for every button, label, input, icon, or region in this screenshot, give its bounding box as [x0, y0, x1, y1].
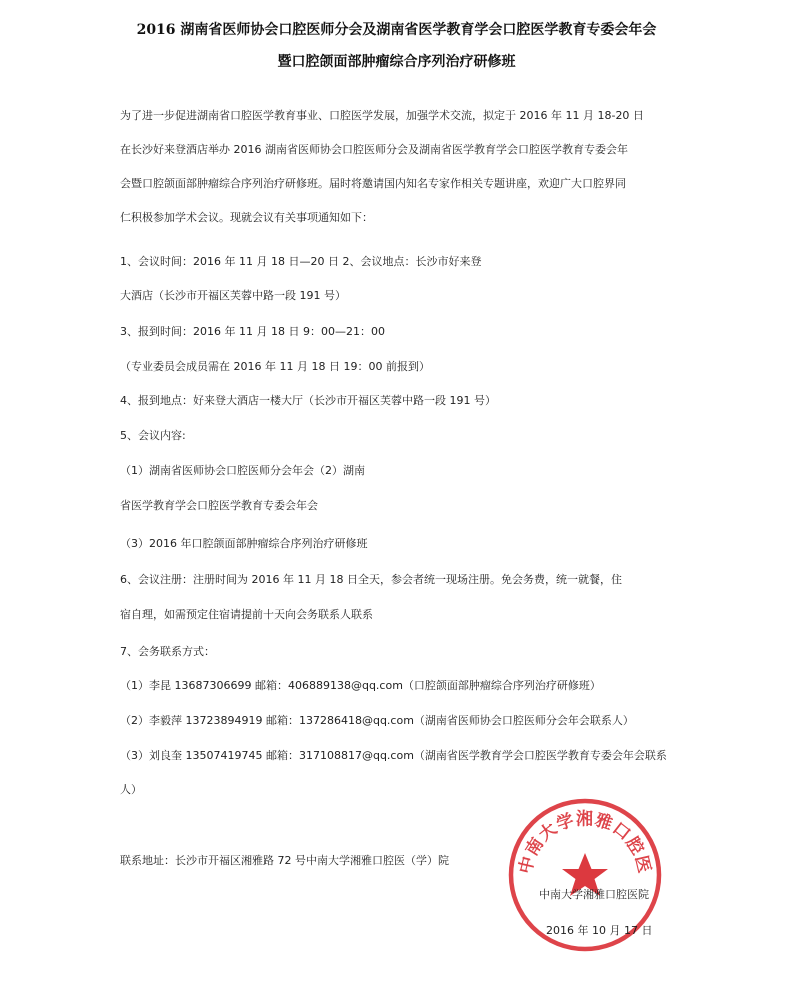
list-item: 7、会务联系方式： — [120, 645, 215, 658]
list-item: （1）湖南省医师协会口腔医师分会年会（2）湖南 — [120, 464, 365, 477]
list-item: 1、会议时间：2016 年 11 月 18 日—20 日 2、会议地点：长沙市好来登 — [120, 255, 482, 268]
list-item: 5、会议内容: — [120, 429, 186, 442]
list-item: 3、报到时间：2016 年 11 月 18 日 9：00—21：00 — [120, 325, 385, 338]
issuer-name: 中南大学湘雅口腔医院 — [539, 888, 649, 901]
list-item: 省医学教育学会口腔医学教育专委会年会 — [120, 499, 318, 512]
paragraph-line: 为了进一步促进湖南省口腔医学教育事业、口腔医学发展，加强学术交流，拟定于 2016 年 11 月 18-20 日 — [120, 109, 644, 122]
paragraph-line: 在长沙好来登酒店举办 2016 湖南省医师协会口腔医师分会及湖南省医学教育学会口腔医学教育专委会年 — [120, 143, 628, 156]
paragraph-line: 会暨口腔颌面部肿瘤综合序列治疗研修班。届时将邀请国内知名专家作相关专题讲座，欢迎广大口腔界同 — [120, 177, 626, 190]
list-item: 6、会议注册：注册时间为 2016 年 11 月 18 日全天，参会者统一现场注册。免会务费，统一就餐，住 — [120, 573, 622, 586]
list-item: 宿自理，如需预定住宿请提前十天向会务联系人联系 — [120, 608, 373, 621]
document-title-line-1: 2016 湖南省医师协会口腔医师分会及湖南省医学教育学会口腔医学教育专委会年会 — [136, 22, 657, 38]
contact-line: （2）李毅萍 13723894919 邮箱：137286418@qq.com（湖南省医师协会口腔医师分会年会联系人） — [120, 714, 634, 727]
issue-date: 2016 年 10 月 17 日 — [546, 924, 653, 937]
list-item: （专业委员会成员需在 2016 年 11 月 18 日 19：00 前报到） — [120, 360, 430, 373]
contact-line: （3）刘良奎 13507419745 邮箱：317108817@qq.com（湖南省医学教育学会口腔医学教育专委会年会联系 — [120, 749, 667, 762]
list-item: 大酒店（长沙市开福区芙蓉中路一段 191 号） — [120, 289, 346, 302]
contact-address: 联系地址：长沙市开福区湘雅路 72 号中南大学湘雅口腔医（学）院 — [120, 854, 449, 867]
document-title-line-2: 暨口腔颌面部肿瘤综合序列治疗研修班 — [277, 54, 516, 70]
list-item: 4、报到地点：好来登大酒店一楼大厅（长沙市开福区芙蓉中路一段 191 号） — [120, 394, 496, 407]
paragraph-line: 仁积极参加学术会议。现就会议有关事项通知如下： — [120, 211, 373, 224]
seal-arc-text: 中南大学湘雅口腔医 — [515, 809, 655, 876]
list-item: （3）2016 年口腔颌面部肿瘤综合序列治疗研修班 — [120, 537, 368, 550]
contact-line: （1）李昆 13687306699 邮箱：406889138@qq.com（口腔颌面部肿瘤综合序列治疗研修班） — [120, 679, 601, 692]
contact-line: 人） — [120, 783, 142, 796]
